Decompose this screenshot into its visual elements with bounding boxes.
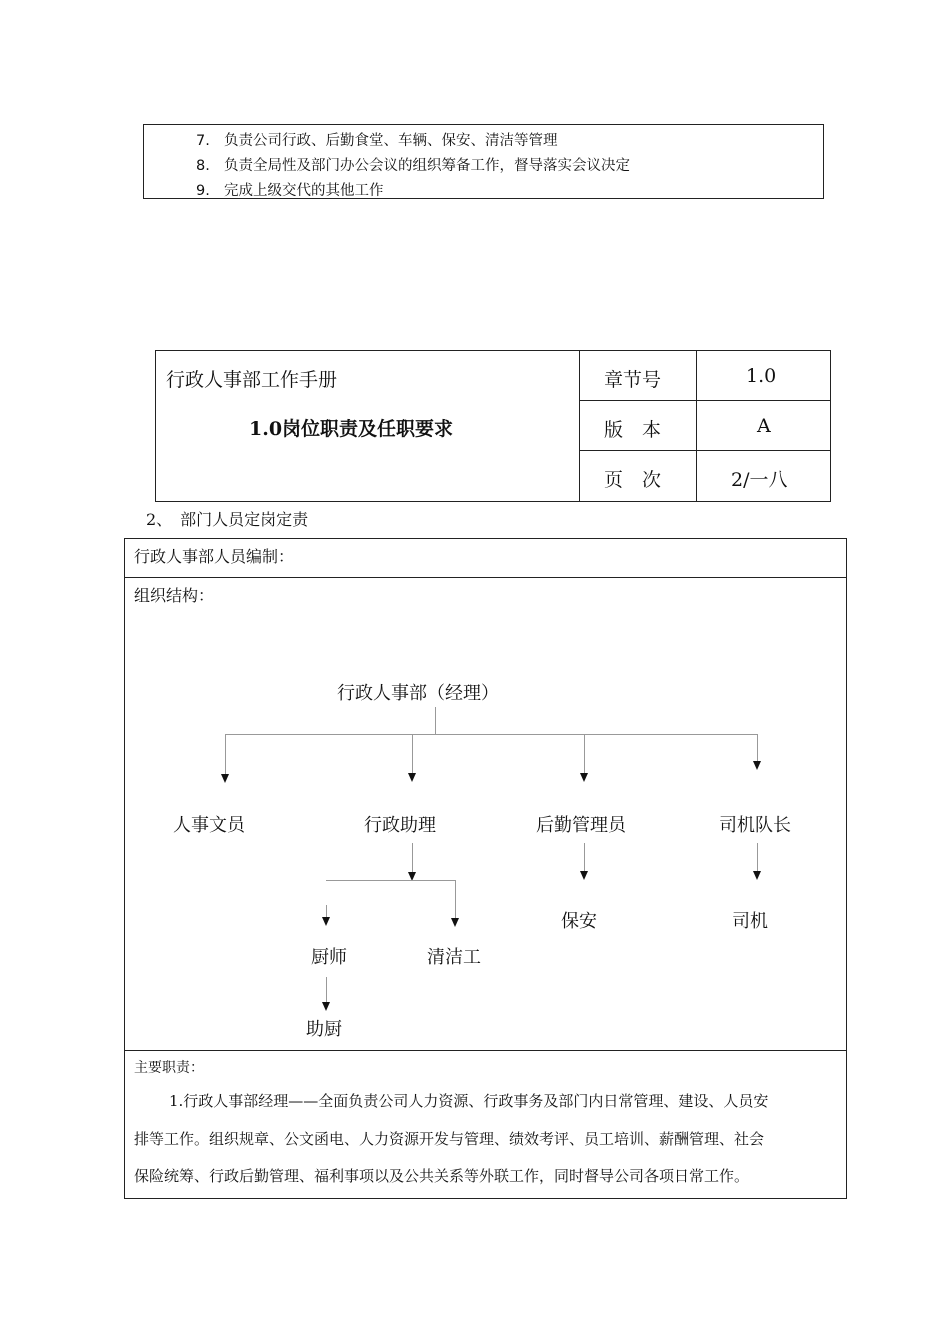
org-connector [412, 843, 413, 872]
org-connector [757, 734, 758, 761]
arrow-down-icon [322, 917, 330, 926]
staffing-label: 行政人事部人员编制： [134, 547, 295, 566]
duty-item [196, 154, 630, 175]
main-duties-line: 保险统筹、行政后勤管理、福利事项以及公共关系等外联工作，同时督导公司各项日常工作。 [134, 1167, 750, 1185]
org-node-driver: 司机 [732, 911, 768, 932]
arrow-down-icon [580, 773, 588, 782]
arrow-down-icon [221, 774, 229, 783]
org-node-driver-captain: 司机队长 [719, 815, 791, 836]
chapter-label: 章节号 [604, 369, 662, 391]
page-value: 2/一八 [731, 469, 788, 491]
main-duties-line: 排等工作。组织规章、公文函电、人力资源开发与管理、绩效考评、员工培训、薪酬管理、社会 [134, 1130, 765, 1148]
org-connector [225, 734, 226, 774]
section-heading: 2、 部门人员定岗定责 [146, 510, 309, 529]
duty-item-number: 9. [196, 183, 210, 199]
arrow-down-icon [580, 871, 588, 880]
manual-title: 行政人事部工作手册 [166, 369, 338, 391]
page-label: 页 次 [604, 469, 662, 491]
section-title: 1.0岗位职责及任职要求 [249, 418, 454, 440]
org-structure-label: 组织结构： [134, 586, 215, 605]
duty-item-text: 负责全局性及部门办公会议的组织筹备工作，督导落实会议决定 [224, 158, 630, 174]
org-connector [455, 880, 456, 918]
org-node-assistant-chef: 助厨 [306, 1019, 342, 1040]
duty-item [196, 179, 384, 200]
org-node-admin-assistant: 行政助理 [364, 815, 436, 836]
arrow-down-icon [753, 871, 761, 880]
table-divider [579, 351, 580, 501]
org-connector [326, 880, 455, 881]
duty-item-number: 8. [196, 158, 210, 174]
department-staffing-box [124, 538, 847, 1199]
org-connector [435, 707, 436, 734]
box-divider [125, 577, 846, 578]
duty-list-box [143, 124, 824, 199]
org-node-chef: 厨师 [311, 947, 347, 968]
org-node-manager: 行政人事部（经理） [337, 683, 499, 704]
duty-item-text: 完成上级交代的其他工作 [224, 183, 384, 199]
org-connector [326, 977, 327, 1002]
org-node-hr-clerk: 人事文员 [173, 815, 245, 836]
arrow-down-icon [322, 1002, 330, 1011]
org-node-security: 保安 [561, 911, 597, 932]
org-node-cleaner: 清洁工 [427, 947, 481, 968]
arrow-down-icon [753, 761, 761, 770]
duty-item-number: 7. [196, 133, 210, 149]
table-divider [696, 351, 697, 501]
duty-item [196, 129, 558, 150]
duty-item-text: 负责公司行政、后勤食堂、车辆、保安、清洁等管理 [224, 133, 558, 149]
table-divider [579, 450, 830, 451]
arrow-down-icon [408, 773, 416, 782]
arrow-down-icon [451, 918, 459, 927]
manual-header-table [155, 350, 831, 502]
org-connector [412, 734, 413, 773]
org-connector [584, 734, 585, 773]
org-connector [584, 843, 585, 871]
main-duties-line: 1.行政人事部经理——全面负责公司人力资源、行政事务及部门内日常管理、建设、人员安 [169, 1092, 769, 1110]
org-node-logistics-manager: 后勤管理员 [536, 815, 626, 836]
version-label: 版 本 [604, 419, 662, 441]
box-divider [125, 1050, 846, 1051]
org-connector [757, 843, 758, 871]
chapter-value: 1.0 [746, 365, 777, 387]
version-value: A [757, 415, 771, 437]
org-connector [225, 734, 757, 735]
table-divider [579, 400, 830, 401]
main-duties-label: 主要职责： [134, 1060, 204, 1076]
